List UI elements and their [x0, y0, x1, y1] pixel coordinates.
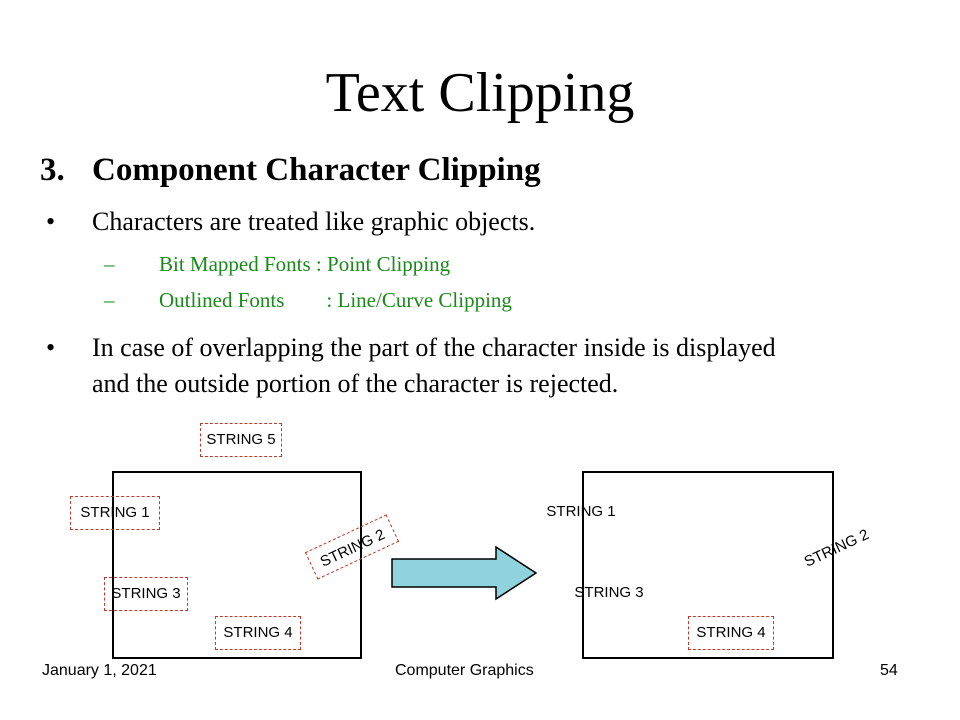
sub-bullet-text: Outlined Fonts : Line/Curve Clipping	[159, 288, 512, 312]
string-label-1: STRING 1	[70, 496, 160, 530]
clipped-string-4: STRING 4	[688, 616, 774, 650]
string-label-4: STRING 4	[215, 616, 301, 650]
sub-bullet-marker: –	[104, 288, 115, 312]
arrow-right-icon	[390, 545, 550, 601]
section-heading-text: Component Character Clipping	[92, 152, 541, 188]
bullet-marker: •	[46, 207, 56, 236]
string-label-2: STRING 2	[305, 514, 399, 579]
string-label-3: STRING 3	[104, 577, 188, 611]
bullet-text: Characters are treated like graphic objects.	[92, 207, 536, 236]
sub-bullet-marker: –	[104, 252, 115, 276]
clipped-string-1: STRING 1	[546, 503, 616, 520]
footer-course: Computer Graphics	[395, 662, 534, 679]
clipped-string-3: STRING 3	[574, 584, 644, 601]
string-label-5: STRING 5	[200, 423, 282, 457]
slide-title: Text Clipping	[325, 62, 635, 124]
sub-bullet-text: Bit Mapped Fonts : Point Clipping	[159, 252, 451, 276]
footer-page-number: 54	[880, 662, 898, 679]
bullet-text-line-2: and the outside portion of the character is rejected.	[92, 369, 619, 398]
bullet-text-line-1: In case of overlapping the part of the character inside is displayed	[92, 333, 776, 362]
section-number: 3.	[40, 152, 65, 188]
footer-date: January 1, 2021	[42, 662, 157, 679]
section-heading	[40, 152, 541, 189]
bullet-marker: •	[46, 333, 56, 362]
clipped-string-2: STRING 2	[801, 526, 872, 571]
